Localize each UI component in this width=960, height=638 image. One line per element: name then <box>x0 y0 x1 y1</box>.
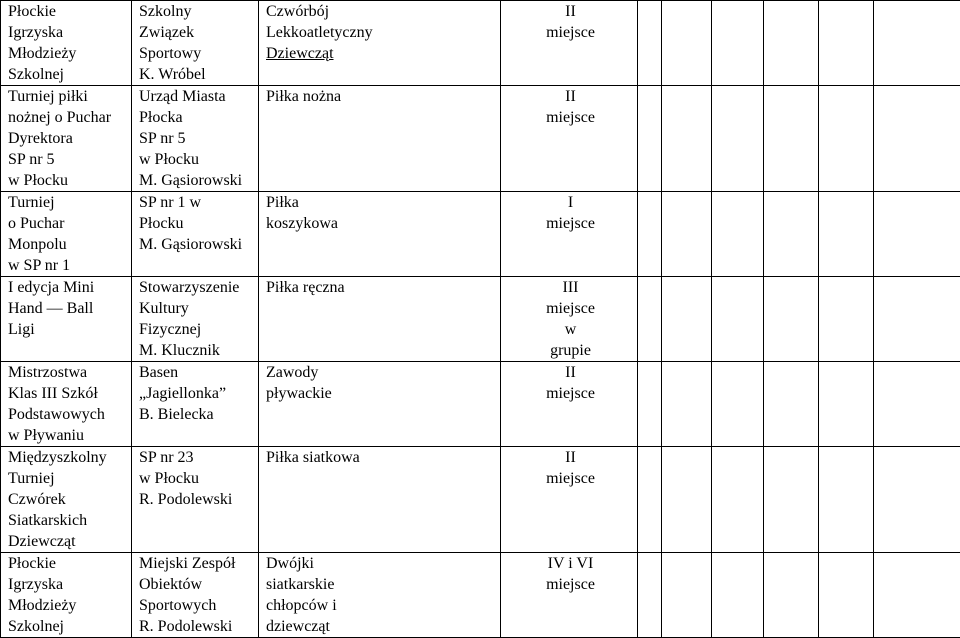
place-cell: IV i VI miejsce <box>501 553 638 638</box>
empty-cell <box>874 447 960 553</box>
organizer-cell: SP nr 1 w Płocku M. Gąsiorowski <box>132 192 259 277</box>
organizer-cell: Szkolny Związek Sportowy K. Wróbel <box>132 1 259 86</box>
empty-cell <box>874 192 960 277</box>
empty-cell <box>712 447 764 553</box>
event-cell: Międzyszkolny Turniej Czwórek Siatkarskich Dziewcząt <box>1 447 132 553</box>
empty-cell <box>662 553 712 638</box>
empty-cell <box>819 277 874 362</box>
empty-cell <box>638 1 662 86</box>
empty-cell <box>764 362 819 447</box>
empty-cell <box>764 277 819 362</box>
empty-cell <box>819 192 874 277</box>
empty-cell <box>712 553 764 638</box>
discipline-text-underlined: Dziewcząt <box>266 45 334 62</box>
place-cell: I miejsce <box>501 192 638 277</box>
empty-cell <box>712 192 764 277</box>
discipline-cell: Piłka nożna <box>259 86 501 192</box>
table-row <box>1 362 960 447</box>
empty-cell <box>874 86 960 192</box>
empty-cell <box>712 1 764 86</box>
empty-cell <box>662 192 712 277</box>
empty-cell <box>819 86 874 192</box>
empty-cell <box>638 447 662 553</box>
empty-cell <box>638 277 662 362</box>
discipline-cell: Piłka ręczna <box>259 277 501 362</box>
event-cell: I edycja Mini Hand — Ball Ligi <box>1 277 132 362</box>
organizer-cell: Basen „Jagiellonka” B. Bielecka <box>132 362 259 447</box>
empty-cell <box>638 192 662 277</box>
place-cell: II miejsce <box>501 362 638 447</box>
empty-cell <box>764 192 819 277</box>
discipline-cell <box>259 1 501 86</box>
empty-cell <box>874 553 960 638</box>
empty-cell <box>638 553 662 638</box>
place-cell: II miejsce <box>501 447 638 553</box>
empty-cell <box>662 1 712 86</box>
organizer-cell: Urząd Miasta Płocka SP nr 5 w Płocku M. Gąsiorowski <box>132 86 259 192</box>
empty-cell <box>764 447 819 553</box>
table-row <box>1 192 960 277</box>
place-cell: III miejsce w grupie <box>501 277 638 362</box>
discipline-cell: Piłka koszykowa <box>259 192 501 277</box>
table-row <box>1 447 960 553</box>
event-cell: Turniej o Puchar Monpolu w SP nr 1 <box>1 192 132 277</box>
table-row <box>1 86 960 192</box>
empty-cell <box>874 362 960 447</box>
empty-cell <box>819 1 874 86</box>
table-row <box>1 553 960 638</box>
empty-cell <box>819 362 874 447</box>
event-cell: Mistrzostwa Klas III Szkół Podstawowych w Pływaniu <box>1 362 132 447</box>
empty-cell <box>638 362 662 447</box>
event-cell: Turniej piłki nożnej o Puchar Dyrektora SP nr 5 w Płocku <box>1 86 132 192</box>
discipline-text: Czwórbój Lekkoatletyczny <box>266 3 373 41</box>
empty-cell <box>712 86 764 192</box>
table-row <box>1 277 960 362</box>
empty-cell <box>712 362 764 447</box>
organizer-cell: Miejski Zespół Obiektów Sportowych R. Podolewski <box>132 553 259 638</box>
organizer-cell: Stowarzyszenie Kultury Fizycznej M. Klucznik <box>132 277 259 362</box>
empty-cell <box>764 86 819 192</box>
event-cell: Płockie Igrzyska Młodzieży Szkolnej <box>1 1 132 86</box>
empty-cell <box>712 277 764 362</box>
empty-cell <box>819 553 874 638</box>
discipline-cell: Piłka siatkowa <box>259 447 501 553</box>
discipline-cell: Dwójki siatkarskie chłopców i dziewcząt <box>259 553 501 638</box>
place-cell: II miejsce <box>501 86 638 192</box>
place-cell: II miejsce <box>501 1 638 86</box>
empty-cell <box>874 277 960 362</box>
organizer-cell: SP nr 23 w Płocku R. Podolewski <box>132 447 259 553</box>
empty-cell <box>764 1 819 86</box>
empty-cell <box>764 553 819 638</box>
empty-cell <box>662 86 712 192</box>
table-row <box>1 1 960 86</box>
empty-cell <box>662 362 712 447</box>
empty-cell <box>819 447 874 553</box>
discipline-cell: Zawody pływackie <box>259 362 501 447</box>
event-cell: Płockie Igrzyska Młodzieży Szkolnej <box>1 553 132 638</box>
empty-cell <box>638 86 662 192</box>
empty-cell <box>874 1 960 86</box>
empty-cell <box>662 277 712 362</box>
empty-cell <box>662 447 712 553</box>
